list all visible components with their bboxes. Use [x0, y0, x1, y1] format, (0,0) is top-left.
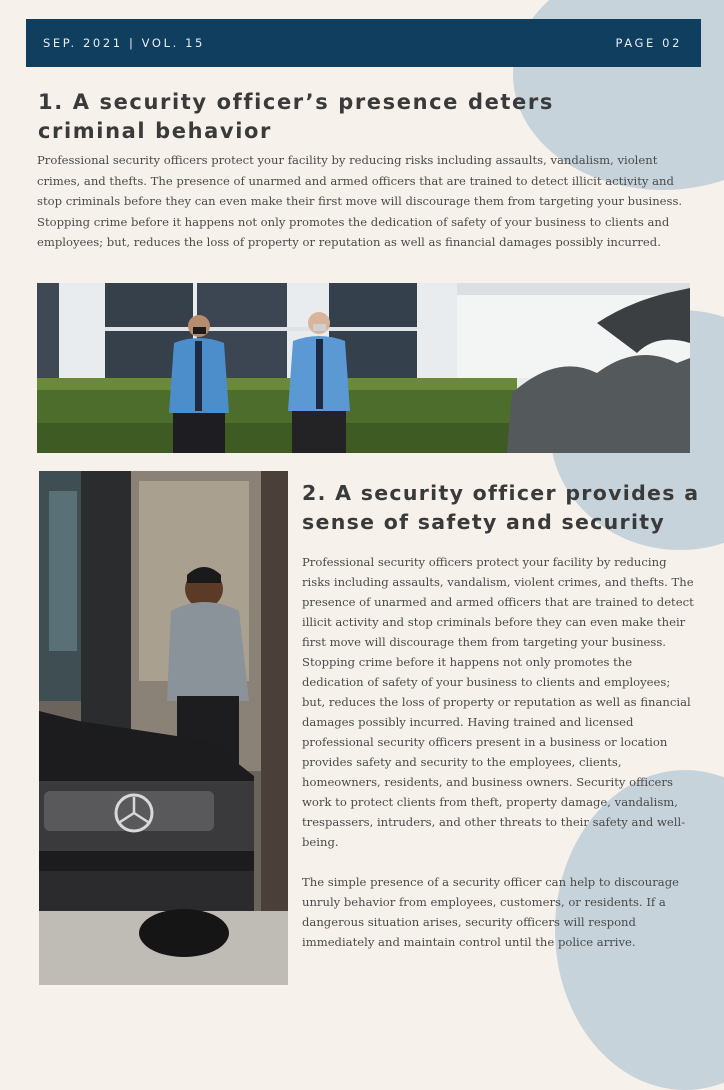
section-2-body-continued: The simple presence of a security officer can help to discourage unruly behavior from employees, customers, or residents. If a dangerous situation arises, security officers will respond immediately and maintain control until the police arrive. [302, 875, 679, 949]
page-number: PAGE 02 [615, 36, 682, 50]
section-2-body: Professional security officers protect your facility by reducing risks including assaults, vandalism, violent crimes, and thefts. The presence of unarmed and armed officers that are trained to detect illicit activity and stop criminals before they can even make their first move will discourage them from targeting your business. Stopping crime before it happens not only promotes the dedication of safety of your business to clients and employees; but, reduces the loss of property or reputation as well as financial damages possibly incurred. Having trained and licensed professional security officers present in a business or location provides safety and security to the employees, clients, homeowners, residents, and business owners. Security officers work to protect clients from theft, property damage, vandalism, trespassers, intruders, and other threats to their safety and well-being. [302, 555, 694, 849]
security-officer-car-photo [39, 471, 288, 985]
issue-label: SEP. 2021 | VOL. 15 [43, 36, 205, 50]
section-2-heading: 2. A security officer provides a sense of safety and security [302, 481, 700, 534]
section-1-heading: 1. A security officer’s presence deters criminal behavior [38, 90, 554, 143]
section-1-body: Professional security officers protect your facility by reducing risks including assaults, vandalism, violent crimes, and thefts. The presence of unarmed and armed officers that are trained to detect illicit activity and stop criminals before they can even make their first move will discourage them from targeting your business. Stopping crime before it happens not only promotes the dedication of safety of your business to clients and employees; but, reduces the loss of property or reputation as well as financial damages possibly incurred. [37, 153, 683, 249]
newsletter-header-bar [26, 19, 701, 67]
security-officers-photo [37, 283, 690, 453]
